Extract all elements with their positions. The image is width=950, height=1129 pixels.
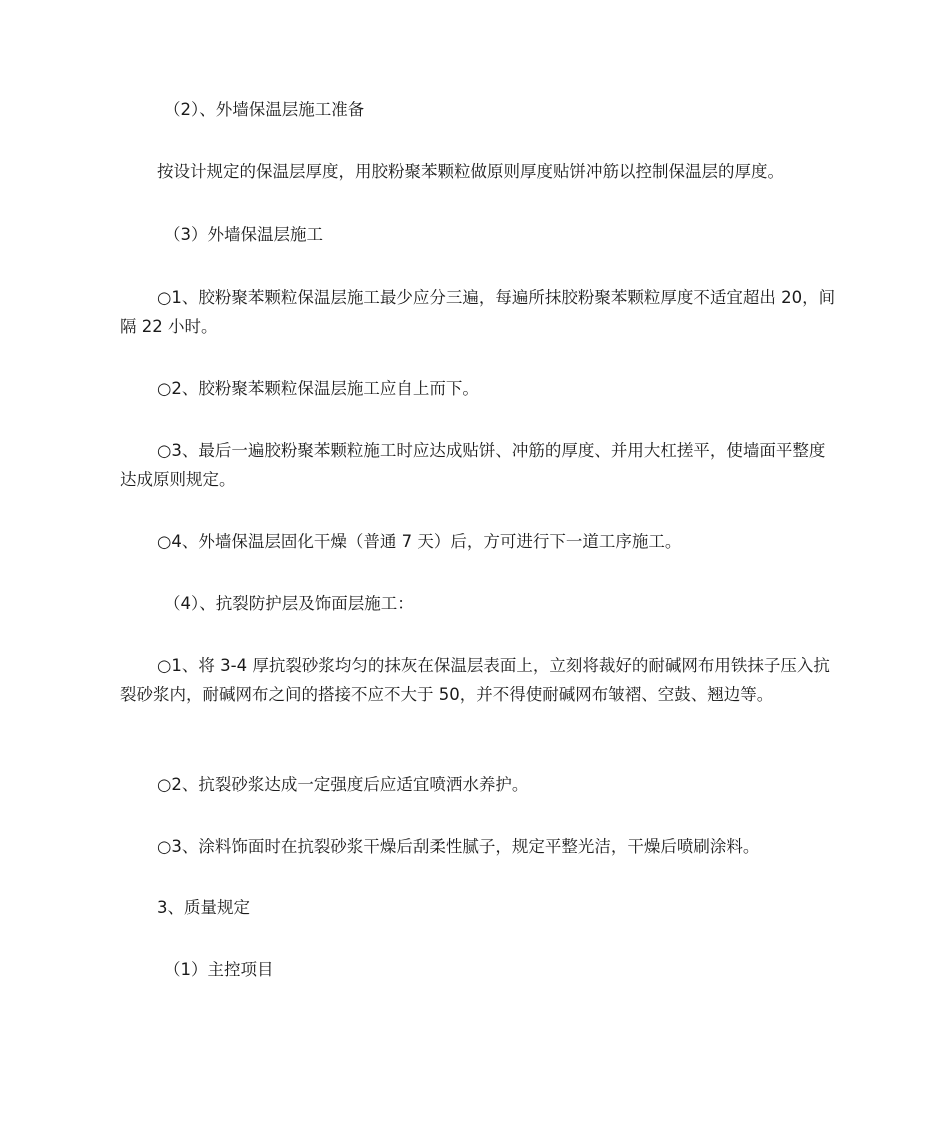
list-item-crack-3: ○3、涂料饰面时在抗裂砂浆干燥后刮柔性腻子，规定平整光洁，干燥后喷刷涂料。 — [157, 837, 760, 856]
list-item-crack-2: ○2、抗裂砂浆达成一定强度后应适宜喷洒水养护。 — [157, 775, 529, 794]
heading-quality-requirements: 3、质量规定 — [157, 898, 250, 917]
list-item-construction-4: ○4、外墙保温层固化干燥（普通 7 天）后，方可进行下一道工序施工。 — [157, 532, 682, 551]
heading-wall-insulation-prep: （2）、外墙保温层施工准备 — [164, 100, 365, 119]
heading-crack-protection: （4）、抗裂防护层及饰面层施工： — [164, 594, 414, 613]
list-item-construction-2: ○2、胶粉聚苯颗粒保温层施工应自上而下。 — [157, 379, 479, 398]
list-item-construction-1: ○1、胶粉聚苯颗粒保温层施工最少应分三遍，每遍所抹胶粉聚苯颗粒厚度不适宜超出 20，间隔 22 小时。 — [120, 288, 836, 336]
heading-main-control-items: （1）主控项目 — [164, 960, 274, 979]
list-item-construction-3: ○3、最后一遍胶粉聚苯颗粒施工时应达成贴饼、冲筋的厚度、并用大杠搓平，使墙面平整度达成原则规定。 — [120, 441, 826, 489]
list-item-crack-1: ○1、将 3-4 厚抗裂砂浆均匀的抹灰在保温层表面上，立刻将裁好的耐碱网布用铁抹子压入抗裂砂浆内，耐碱网布之间的搭接不应不大于 50，并不得使耐碱网布皱褶、空鼓、翘边等。 — [120, 656, 830, 704]
paragraph-prep-description: 按设计规定的保温层厚度，用胶粉聚苯颗粒做原则厚度贴饼冲筋以控制保温层的厚度。 — [157, 162, 784, 181]
heading-wall-insulation-construction: （3）外墙保温层施工 — [164, 225, 323, 244]
